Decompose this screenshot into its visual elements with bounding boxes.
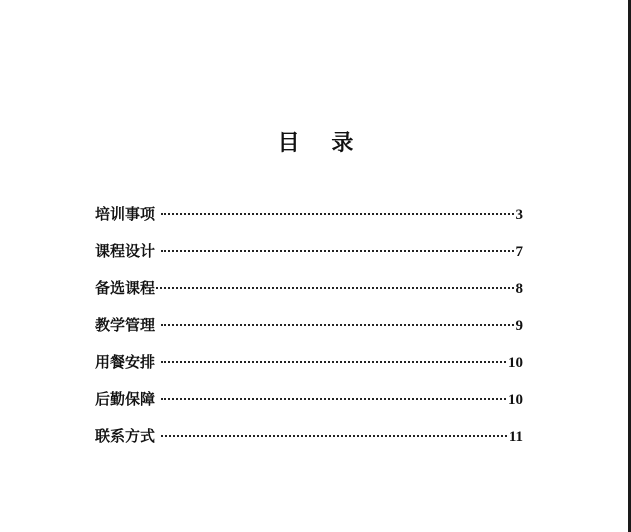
toc-page-number: 10 [508,355,523,371]
toc-entry-label: 培训事项 [95,205,156,223]
toc-entry[interactable] [95,240,523,277]
toc-leader-dots [161,250,513,252]
toc-entry-label: 课程设计 [95,242,156,260]
toc-entry-label: 教学管理 [95,316,156,334]
toc-title: 目 录 [277,130,366,156]
toc-page-number: 10 [508,392,523,408]
toc-leader-dots [161,398,506,400]
toc-leader-dots [161,361,506,363]
toc-page-number: 3 [515,207,523,223]
toc-page-number: 9 [515,318,523,334]
toc-leader-dots [161,213,513,215]
toc-entry-label: 备选课程 [95,279,156,297]
toc-entry[interactable] [95,351,523,388]
toc-entry[interactable] [95,314,523,351]
toc-entry-label: 后勤保障 [95,390,156,408]
toc-entry-label: 联系方式 [95,427,156,445]
toc-leader-dots [161,324,513,326]
toc-leader-dots [156,287,513,289]
toc-entry[interactable] [95,388,523,425]
toc-page-number: 8 [515,281,523,297]
toc-entry[interactable] [95,425,523,462]
toc-leader-dots [161,435,507,437]
toc-page-number: 11 [508,429,523,445]
toc-page-number: 7 [515,244,523,260]
toc-list [95,203,523,462]
toc-entry-label: 用餐安排 [95,353,156,371]
toc-entry[interactable] [95,277,523,314]
toc-entry[interactable] [95,203,523,240]
